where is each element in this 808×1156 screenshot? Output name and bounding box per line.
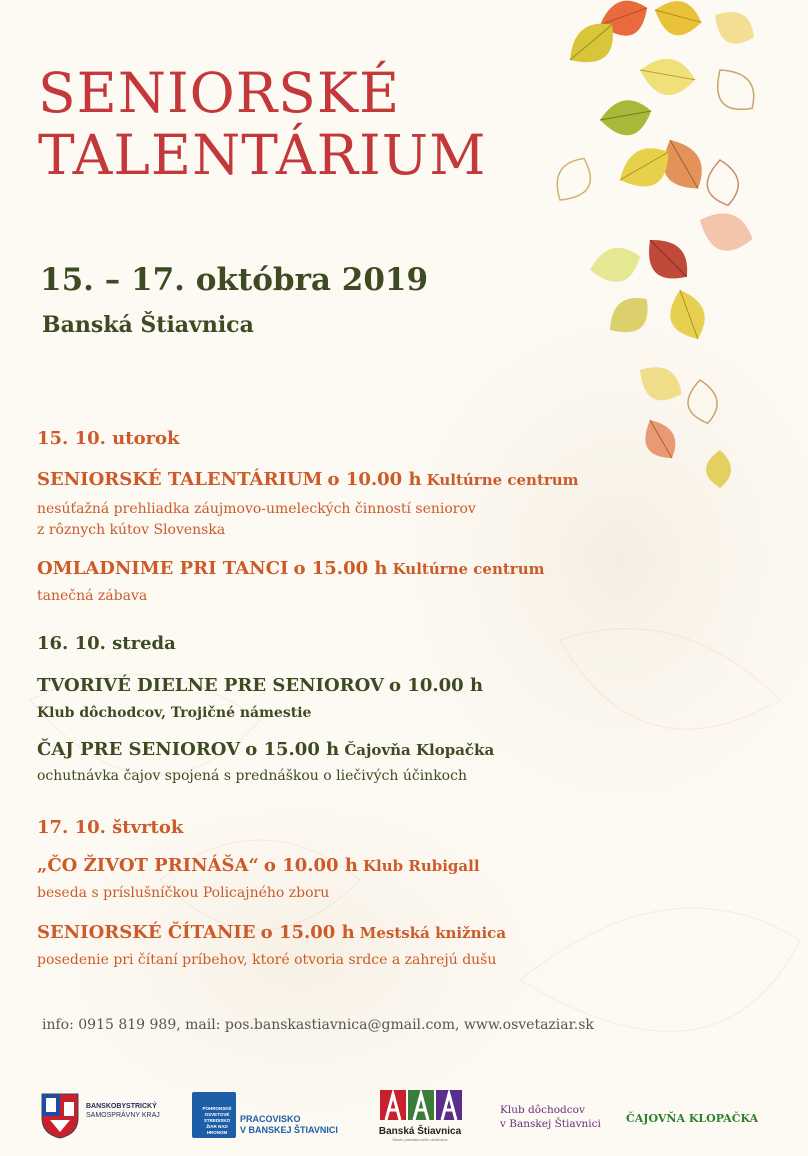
pos-mark-3: STREDISKO — [203, 1118, 231, 1123]
day-label-1: 15. 10. utorok — [37, 428, 180, 449]
bbsk-line-2: SAMOSPRÁVNY KRAJ — [86, 1112, 160, 1119]
event-2 — [37, 558, 545, 579]
day-label-2: 16. 10. streda — [37, 633, 176, 654]
event-time: o 10.00 h — [389, 675, 484, 696]
klub-line-1: Klub dôchodcov — [500, 1104, 585, 1116]
event-place: Klub Rubigall — [363, 857, 480, 875]
event-name: OMLADNIME PRI TANCI — [37, 558, 289, 579]
pos-line-2: V BANSKEJ ŠTIAVNICI — [240, 1125, 338, 1135]
event-place: Čajovňa Klopačka — [344, 741, 495, 759]
page-title — [38, 62, 486, 186]
cajovna-logo: ČAJOVŇA KLOPAČKA — [626, 1112, 759, 1125]
bbsk-logo — [40, 1092, 180, 1142]
title-line-2: TALENTÁRIUM — [38, 123, 487, 187]
bbsk-line-1: BANSKOBYSTRICKÝ — [86, 1103, 157, 1110]
event-name: ČAJ PRE SENIOROV — [37, 739, 241, 760]
mesto-name: Banská Štiavnica — [378, 1126, 462, 1137]
pos-mark-1: POHRONSKÉ — [202, 1106, 232, 1111]
event-time: o 10.00 h — [327, 469, 422, 490]
event-desc: ochutnávka čajov spojená s prednáškou o liečivých účinkoch — [37, 768, 467, 784]
event-place: Mestská knižnica — [359, 924, 507, 942]
event-city: Banská Štiavnica — [42, 312, 254, 338]
event-desc: beseda s príslušníčkou Policajného zboru — [37, 885, 330, 901]
event-desc: nesúťažná prehliadka záujmovo-umeleckých činností seniorov — [37, 501, 476, 517]
event-dates: 15. – 17. októbra 2019 — [40, 262, 429, 298]
event-4 — [37, 739, 494, 760]
event-1 — [37, 469, 579, 490]
event-name: „ČO ŽIVOT PRINÁŠA“ — [37, 855, 259, 876]
mesto-sub: Mesto pamiatkového dedičstva — [392, 1137, 448, 1142]
event-5 — [37, 855, 480, 876]
mesto-mark-icon — [376, 1084, 466, 1122]
event-name: SENIORSKÉ TALENTÁRIUM — [37, 469, 323, 490]
event-6 — [37, 922, 506, 943]
event-desc: posedenie pri čítaní príbehov, ktoré otvoria srdce a zahrejú dušu — [37, 952, 497, 968]
event-name: TVORIVÉ DIELNE PRE SENIOROV — [37, 675, 384, 696]
event-place: Kultúrne centrum — [426, 471, 579, 489]
pos-logo — [192, 1092, 352, 1142]
event-time: o 15.00 h — [260, 922, 355, 943]
event-time: o 15.00 h — [293, 558, 388, 579]
event-desc: Klub dôchodcov, Trojičné námestie — [37, 705, 312, 721]
coat-of-arms-icon — [40, 1092, 80, 1140]
pos-mark-2: OSVETOVÉ — [204, 1112, 230, 1117]
pos-mark-4: ŽIAR NAD HRONOM — [206, 1124, 228, 1135]
event-time: o 10.00 h — [263, 855, 358, 876]
event-name: SENIORSKÉ ČÍTANIE — [37, 922, 256, 943]
klub-line-2: v Banskej Štiavnici — [500, 1118, 601, 1130]
title-line-1: SENIORSKÉ — [38, 61, 401, 125]
event-time: o 15.00 h — [245, 739, 340, 760]
pos-line-1: PRACOVISKO — [240, 1114, 301, 1124]
mesto-logo — [370, 1084, 470, 1150]
event-desc: z rôznych kútov Slovenska — [37, 522, 226, 538]
day-label-3: 17. 10. štvrtok — [37, 817, 184, 838]
event-place: Kultúrne centrum — [392, 560, 545, 578]
klub-logo — [500, 1103, 610, 1139]
event-desc: tanečná zábava — [37, 588, 148, 604]
event-3 — [37, 675, 483, 696]
contact-info: info: 0915 819 989, mail: pos.banskastiavnica@gmail.com, www.osvetaziar.sk — [42, 1017, 594, 1033]
